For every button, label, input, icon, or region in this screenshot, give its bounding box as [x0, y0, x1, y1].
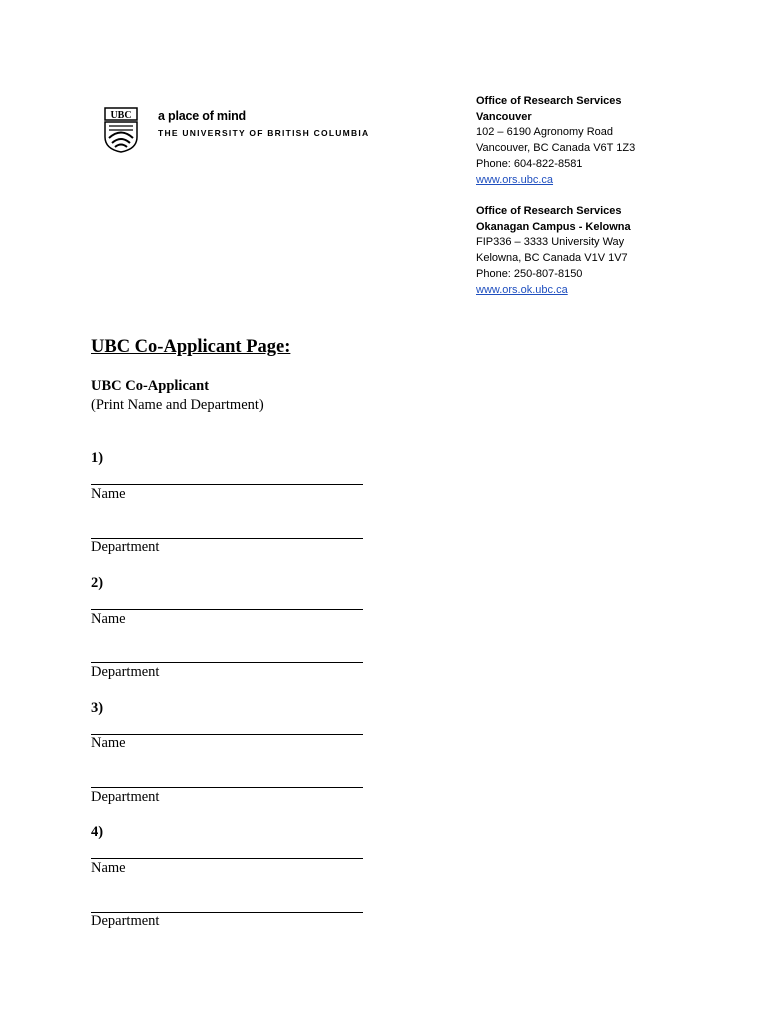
svg-text:UBC: UBC	[110, 110, 132, 121]
office-website-link[interactable]: www.ors.ok.ubc.ca	[476, 283, 568, 296]
name-label: Name	[91, 735, 126, 751]
entry-number: 4)	[91, 824, 104, 840]
department-label: Department	[91, 664, 160, 680]
department-label: Department	[91, 789, 160, 805]
office-phone: Phone: 250-807-8150	[476, 267, 583, 280]
name-line[interactable]	[91, 609, 363, 610]
co-applicant-heading: UBC Co-Applicant	[91, 378, 210, 394]
entry-number: 2)	[91, 575, 104, 591]
name-label: Name	[91, 611, 126, 627]
office-campus: Okanagan Campus - Kelowna	[476, 220, 631, 233]
office-name: Office of Research Services	[476, 205, 622, 217]
name-line[interactable]	[91, 484, 363, 485]
department-label: Department	[91, 539, 160, 555]
department-line[interactable]	[91, 662, 363, 663]
entry-number: 1)	[91, 450, 104, 466]
ubc-logo	[104, 107, 394, 157]
office-kelowna	[476, 204, 756, 298]
office-address-line2: Kelowna, BC Canada V1V 1V7	[476, 252, 628, 265]
office-phone: Phone: 604-822-8581	[476, 157, 583, 170]
office-name: Office of Research Services	[476, 95, 622, 107]
logo-university-name: THE UNIVERSITY OF BRITISH COLUMBIA	[158, 128, 370, 138]
page-title: UBC Co-Applicant Page:	[91, 337, 291, 357]
office-address-line2: Vancouver, BC Canada V6T 1Z3	[476, 142, 636, 155]
logo-tagline: a place of mind	[158, 109, 246, 123]
office-address-line1: 102 – 6190 Agronomy Road	[476, 126, 613, 139]
co-applicant-instructions: (Print Name and Department)	[91, 397, 264, 413]
department-label: Department	[91, 913, 160, 929]
office-website-link[interactable]: www.ors.ubc.ca	[476, 173, 554, 186]
name-label: Name	[91, 486, 126, 502]
name-line[interactable]	[91, 734, 363, 735]
office-campus: Vancouver	[476, 110, 532, 123]
department-line[interactable]	[91, 787, 363, 788]
name-line[interactable]	[91, 858, 363, 859]
office-vancouver	[476, 94, 756, 188]
office-address-line1: FIP336 – 3333 University Way	[476, 236, 625, 249]
ubc-crest-icon	[104, 107, 138, 153]
entry-number: 3)	[91, 700, 104, 716]
name-label: Name	[91, 860, 126, 876]
